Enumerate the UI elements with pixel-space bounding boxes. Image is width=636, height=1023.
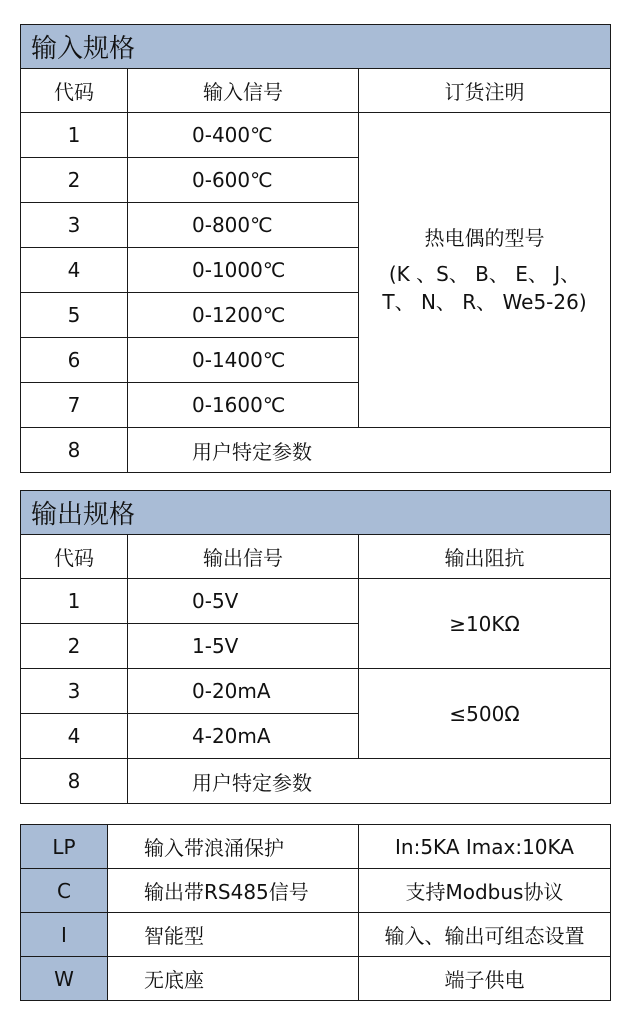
input-row-code: 6 [21,338,128,383]
output-spec-table [20,490,611,804]
note-line: 热电偶的型号 [424,226,545,250]
output-row-signal: 0-20mA [128,669,359,714]
input-row-code: 5 [21,293,128,338]
header-order-note: 订货注明 [359,69,611,113]
input-row-signal: 0-1600℃ [128,383,359,428]
output-row-signal: 4-20mA [128,714,359,759]
input-row-code: 4 [21,248,128,293]
impedance-current: ≤500Ω [359,669,611,759]
option-name: 智能型 [108,913,359,957]
option-name: 无底座 [108,957,359,1001]
option-code: W [21,957,108,1001]
output-row-signal: 1-5V [128,624,359,669]
output-row-code: 1 [21,579,128,624]
output-row-code: 3 [21,669,128,714]
option-code: C [21,869,108,913]
input-row-signal: 0-400℃ [128,113,359,158]
input-row-signal: 0-800℃ [128,203,359,248]
option-desc: 支持Modbus协议 [359,869,611,913]
input-row-code: 3 [21,203,128,248]
input-row-code: 7 [21,383,128,428]
input-spec-title: 输入规格 [21,25,611,69]
option-code: I [21,913,108,957]
note-line: T、 N、 R、 We5-26) [382,290,587,314]
option-desc: 输入、输出可组态设置 [359,913,611,957]
note-line: (K 、S、 B、 E、 J、 [388,262,581,286]
header-output-signal: 输出信号 [128,535,359,579]
output-spec-title: 输出规格 [21,491,611,535]
input-row-signal: 0-600℃ [128,158,359,203]
input-row-signal: 0-1400℃ [128,338,359,383]
header-code: 代码 [21,69,128,113]
thermocouple-note [359,113,611,428]
impedance-voltage: ≥10KΩ [359,579,611,669]
output-row-code: 2 [21,624,128,669]
output-row-signal: 0-5V [128,579,359,624]
option-name: 输出带RS485信号 [108,869,359,913]
option-name: 输入带浪涌保护 [108,825,359,869]
output-row-code: 4 [21,714,128,759]
input-row-code: 1 [21,113,128,158]
input-spec-table [20,24,611,473]
option-code: LP [21,825,108,869]
input-row-signal: 0-1200℃ [128,293,359,338]
input-row-signal: 0-1000℃ [128,248,359,293]
output-custom-label: 用户特定参数 [128,759,611,804]
header-output-impedance: 输出阻抗 [359,535,611,579]
input-custom-code: 8 [21,428,128,473]
options-table [20,824,611,1001]
header-input-signal: 输入信号 [128,69,359,113]
input-row-code: 2 [21,158,128,203]
option-desc: 端子供电 [359,957,611,1001]
option-desc: In:5KA Imax:10KA [359,825,611,869]
output-custom-code: 8 [21,759,128,804]
input-custom-label: 用户特定参数 [128,428,611,473]
header-code: 代码 [21,535,128,579]
